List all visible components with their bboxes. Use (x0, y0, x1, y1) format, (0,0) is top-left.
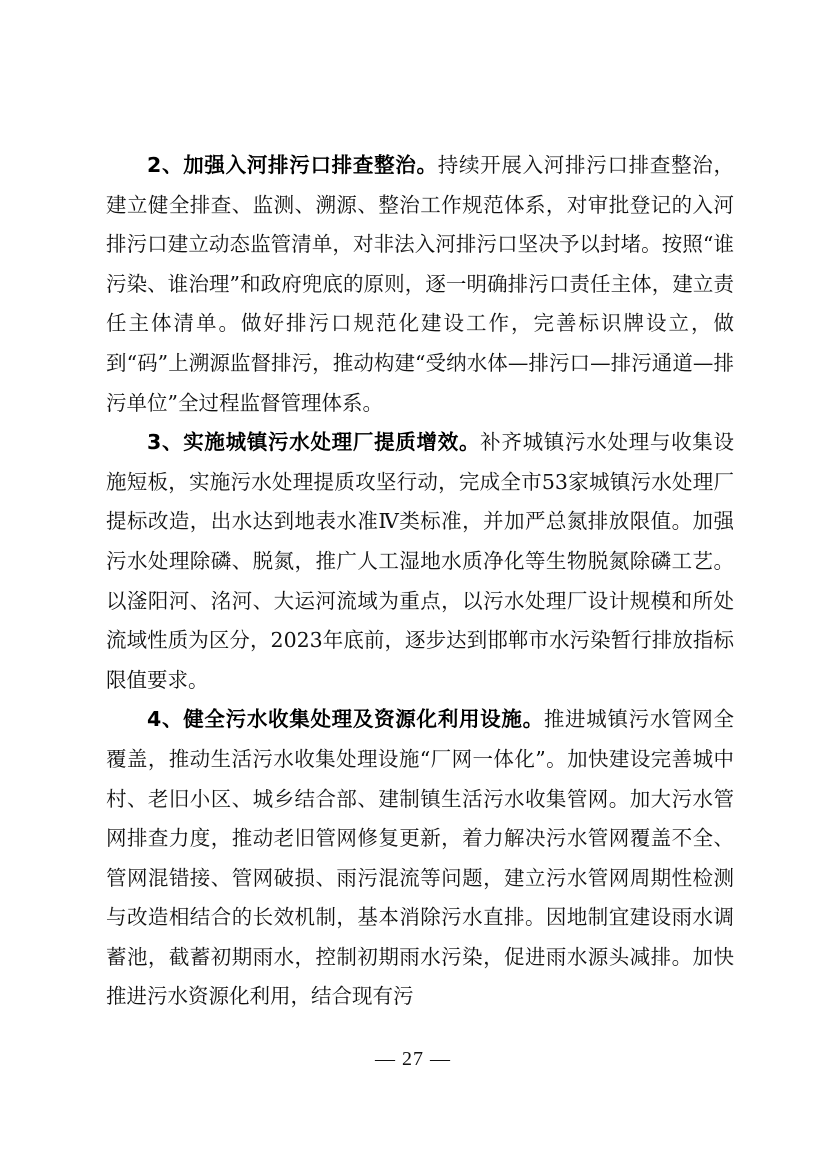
paragraph-4 (106, 700, 734, 1017)
paragraph-4-heading: 4、健全污水收集处理及资源化利用设施。 (147, 707, 544, 732)
paragraph-2 (106, 146, 734, 423)
paragraph-3 (106, 423, 734, 700)
paragraph-3-text: 补齐城镇污水处理与收集设施短板，实施污水处理提质攻坚行动，完成全市53家城镇污水处理厂提标改造，出水达到地表水准Ⅳ类标准，并加严总氮排放限值。加强污水处理除磷、脱氮，推广人工湿地水质净化等生物脱氮除磷工艺。以滏阳河、洺河、大运河流域为重点，以污水处理厂设计规模和所处流域性质为区分，2023年底前，逐步达到邯郸市水污染暂行排放指标限值要求。 (106, 430, 735, 692)
paragraph-2-text: 持续开展入河排污口排查整治，建立健全排查、监测、溯源、整治工作规范体系，对审批登记的入河排污口建立动态监管清单，对非法入河排污口坚决予以封堵。按照“谁污染、谁治理”和政府兜底的原则，逐一明确排污口责任主体，建立责任主体清单。做好排污口规范化建设工作，完善标识牌设立，做到“码”上溯源监督排污，推动构建“受纳水体—排污口—排污通道—排污单位”全过程监督管理体系。 (106, 153, 735, 415)
paragraph-2-heading: 2、加强入河排污口排查整治。 (147, 153, 438, 177)
page-number: — 27 — (375, 1048, 451, 1070)
paragraph-4-text: 推进城镇污水管网全覆盖，推动生活污水收集处理设施“厂网一体化”。加快建设完善城中村、老旧小区、城乡结合部、建制镇生活污水收集管网。加大污水管网排查力度，推动老旧管网修复更新，着力解决污水管网覆盖不全、管网混错接、管网破损、雨污混流等问题，建立污水管网周期性检测与改造相结合的长效机制，基本消除污水直排。因地制宜建设雨水调蓄池，截蓄初期雨水，控制初期雨水污染，促进雨水源头减排。加快推进污水资源化利用，结合现有污 (106, 707, 735, 1009)
paragraph-3-heading: 3、实施城镇污水处理厂提质增效。 (147, 430, 481, 455)
document-body (106, 146, 734, 1017)
